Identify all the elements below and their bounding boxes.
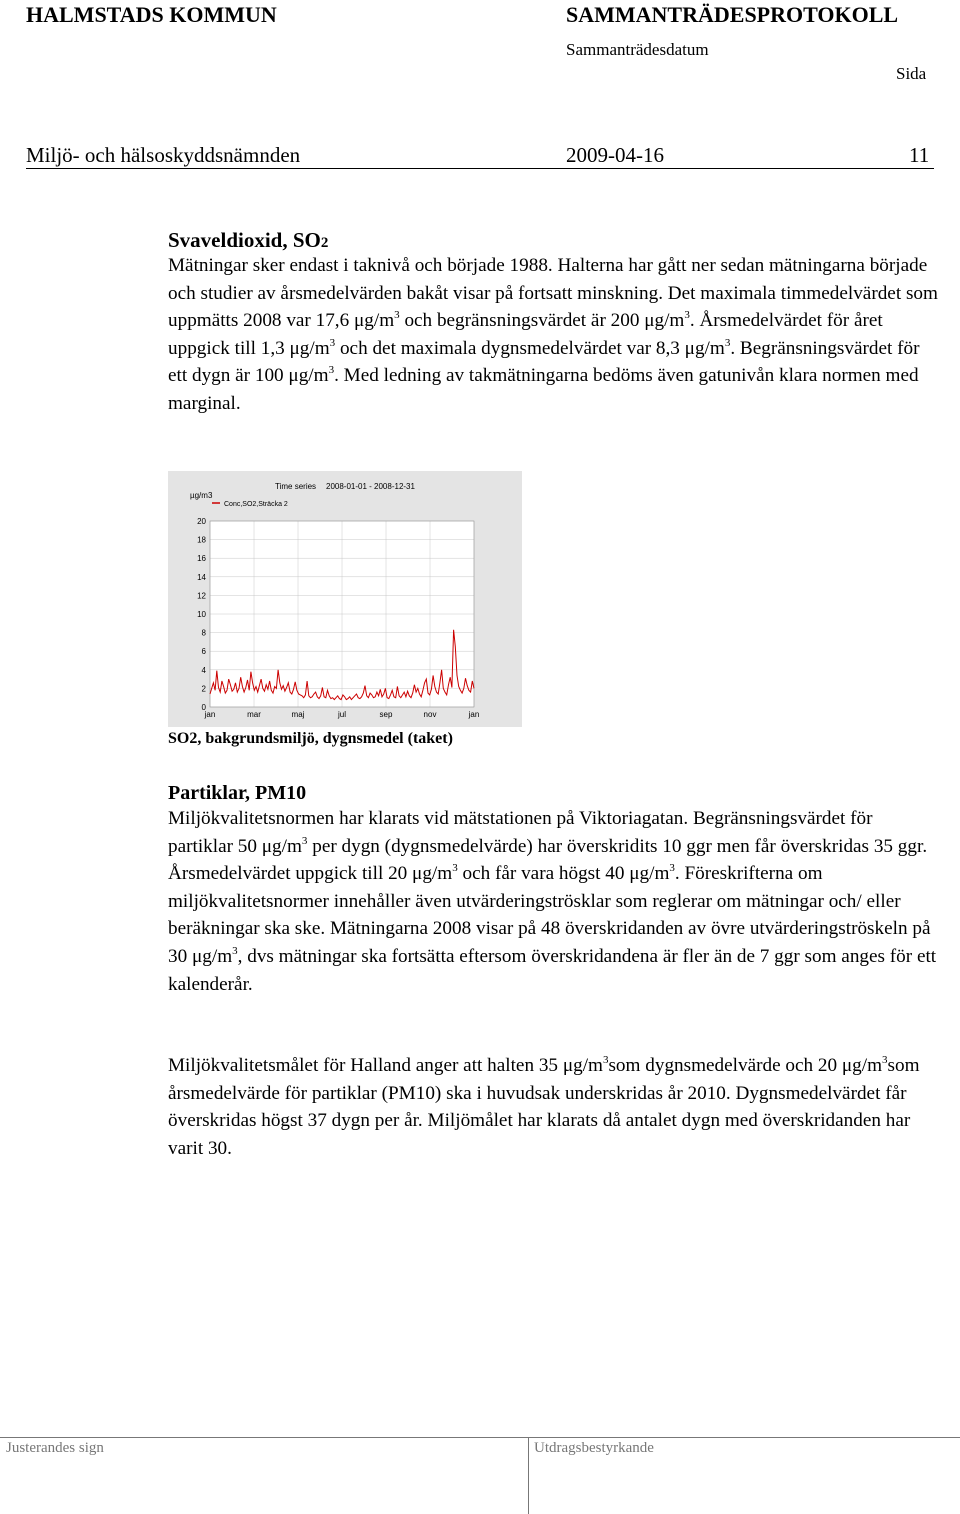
pm10-section-title: Partiklar, PM10 (168, 782, 307, 804)
y-tick-label: 4 (201, 665, 206, 675)
page-number: 11 (909, 143, 930, 167)
x-tick-label: jan (468, 710, 480, 719)
legend-label: Conc,SO2,Sträcka 2 (224, 501, 288, 508)
x-tick-label: sep (379, 710, 393, 719)
x-tick-label: jan (204, 710, 216, 719)
page-label: Sida (896, 64, 927, 83)
y-tick-label: 14 (197, 572, 206, 582)
y-tick-label: 12 (197, 591, 206, 601)
header-divider (26, 168, 934, 169)
so2-paragraph: Mätningar sker endast i taknivå och började 1988. Halterna har gått ner sedan mätningarna började och studier av årsmedelvärden bakåt visar på fortsatt minskning. Det maximala timmedelvärdet som uppmätts 2008 var 17,6 $\mu g/m^3$ och begränsningsvärdet är 200 $\mu g/m^3$. Årsmedelvärdet för året uppgick till 1,3 $\mu g/m^3$ och det maximala dygnsmedelvärdet var 8,3 $\mu g/m^3$. Begränsningsvärdet för ett dygn är 100 $\mu g/m^3$. Med ledning av takmätningarna bedöms även gatunivån klara normen med marginal. (168, 255, 938, 414)
y-tick-label: 8 (201, 628, 206, 638)
footer-sign-label: Justerandes sign (6, 1440, 104, 1456)
document-type: SAMMANTRÄDESPROTOKOLL (566, 2, 899, 27)
y-tick-label: 10 (197, 610, 206, 619)
chart-title: Time series (275, 482, 317, 491)
y-axis-unit: µg/m3 (190, 491, 213, 500)
committee-name: Miljö- och hälsoskyddsnämnden (26, 143, 301, 167)
x-tick-label: maj (291, 710, 305, 719)
pm10-paragraph: Miljökvalitetsnormen har klarats vid mätstationen på Viktoriagatan. Begränsningsvärdet för partiklar 50 $\mu g/m^3$ per dygn (dygnsmedelvärde) har överskridits 10 ggr men får överskridas 35 ggr. Årsmedelvärdet uppgick till 20 $\mu g/m^3$ och får vara högst 40 $\mu g/m^3$. Föreskrifterna om miljökvalitetsnormer innehåller även utvärderingströsklar som reglerar om mätningar och/ eller beräkningar ska ske. Mätningarna 2008 visar på 48 överskridanden av övre utvärderingströskeln på 30 $\mu g/m^3$, dvs mätningar ska fortsätta eftersom överskridandena är fler än de 7 ggr som anges för ett kalenderår. (168, 808, 937, 995)
y-tick-label: 6 (201, 647, 206, 657)
footer-cert-label: Utdragsbestyrkande (534, 1440, 654, 1456)
organization-name: HALMSTADS KOMMUN (26, 2, 277, 27)
x-tick-label: mar (247, 710, 261, 719)
chart-caption: SO2, bakgrundsmiljö, dygnsmedel (taket) (168, 730, 453, 747)
y-tick-label: 0 (201, 703, 206, 712)
x-tick-label: jul (337, 710, 347, 719)
meeting-date-label: Sammanträdesdatum (566, 40, 709, 59)
chart-svg (168, 471, 522, 727)
x-tick-label: nov (423, 710, 437, 719)
y-tick-label: 2 (201, 684, 206, 694)
so2-section-title: Svaveldioxid, SO2 (168, 228, 329, 252)
pm10-goal-paragraph: Miljökvalitetsmålet för Halland anger att halten 35 $\mu g/m^3som$ dygnsmedelvärde och 20 $\mu g/m^3som$ årsmedelvärde för partiklar (PM10) ska i huvudsak underskridas år 2010. Dygnsmedelvärdet får överskridas högst 37 dygn per år. Miljömålet har klarats då antalet dygn med överskridanden har varit 30. (168, 1054, 920, 1159)
y-tick-label: 16 (197, 554, 206, 564)
y-tick-label: 18 (197, 535, 206, 545)
so2-time-series-chart (168, 471, 522, 727)
chart-period: 2008-01-01 - 2008-12-31 (326, 482, 415, 491)
meeting-date: 2009-04-16 (566, 143, 664, 167)
y-tick-label: 20 (197, 517, 206, 526)
